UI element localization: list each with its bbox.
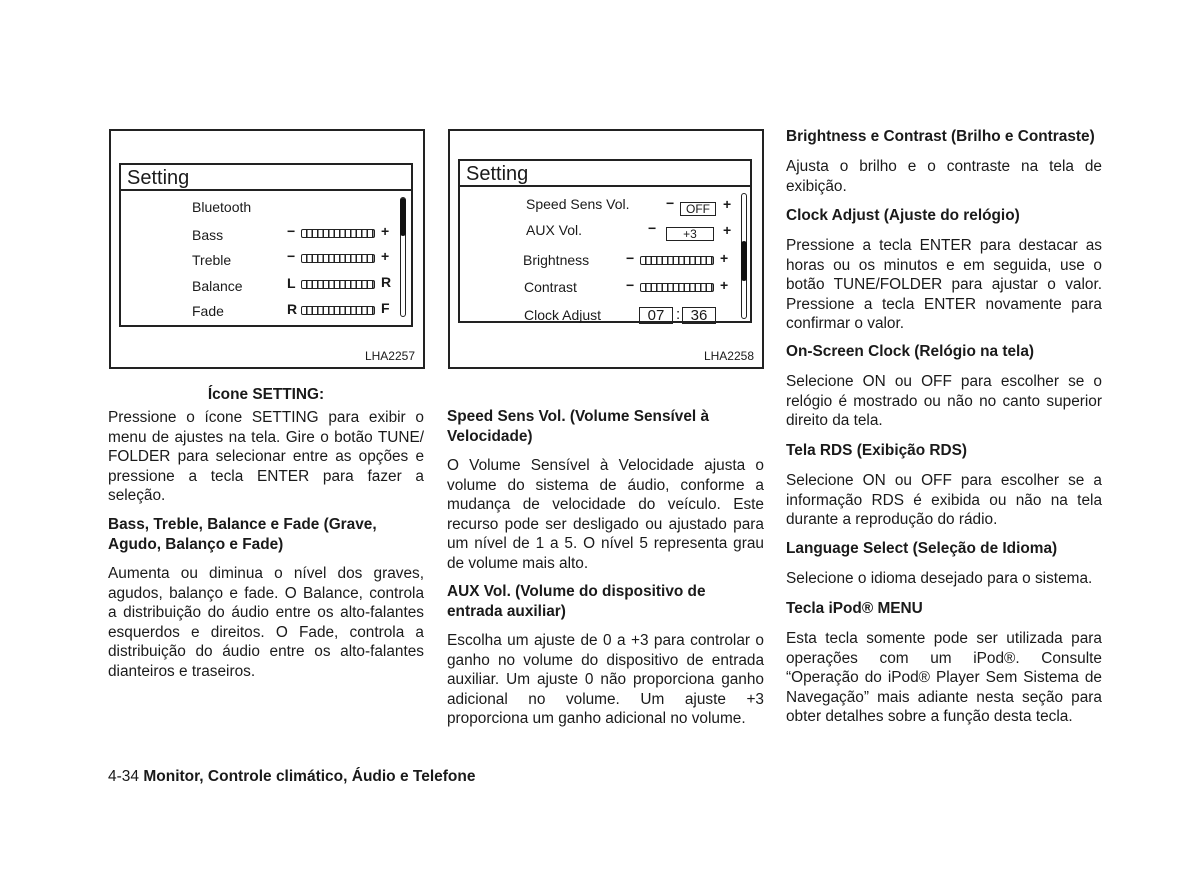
paragraph-language: Selecione o idioma desejado para o sistema. [786,570,1093,587]
fade-rear: R [287,301,298,317]
paragraph-speed-sens: O Volume Sensível à Velocidade ajusta o volume do sistema de áudio, conforme a mudança de velocidade do veículo. Este recurso pode ser desligado ou ajustado para um nível de 1 a 5. O nível 5 representa grau de volume mais alto. [447,457,764,572]
row-treble: Treble [192,252,232,268]
bass-slider [301,229,375,238]
row-bluetooth: Bluetooth [192,199,252,215]
section-heading-language: Language Select (Seleção de Idioma) [786,540,1058,557]
screen-title: Setting [121,165,411,191]
section-heading-aux-vol: AUX Vol. (Volume do dispositivo de entrada auxiliar) [447,583,706,620]
paragraph-bass-treble: Aumenta ou diminua o nível dos graves, agudos, balanço e fade. O Balance, controla a distribuição do áudio entre os alto-falantes esquerdos e direitos. O Fade, controla a distribuição do áudio entre os alto-falantes dianteiros e traseiros. [108,565,424,680]
paragraph-brightness-contrast: Ajusta o brilho e o contraste na tela de exibição. [786,158,1102,195]
contrast-slider [640,283,714,292]
screen-title: Setting [460,161,750,187]
fade-front: F [381,300,390,316]
brightness-slider [640,256,714,265]
speed-plus: + [723,196,732,212]
balance-left: L [287,275,296,291]
row-aux-vol: AUX Vol. [526,222,583,238]
treble-minus: − [287,248,296,264]
paragraph-ipod-menu: Esta tecla somente pode ser utilizada para operações com um iPod®. Consulte “Operação do iPod® Player Sem Sistema de Navegação” mais adiante nesta seção para obter detalhes sobre a função desta tecla. [786,630,1102,725]
page-footer [108,768,475,786]
aux-minus: − [648,220,657,236]
row-brightness: Brightness [523,252,590,268]
scrollbar-thumb [741,241,747,281]
paragraph-aux-vol: Escolha um ajuste de 0 a +3 para controlar o ganho no volume do dispositivo de entrada auxiliar. Um ajuste 0 não proporciona ganho adicional no volume. Um ajuste +3 proporciona um ganho adicional no volume. [447,632,764,727]
page-number: 4-34 [108,768,140,785]
treble-slider [301,254,375,263]
brightness-minus: − [626,250,635,266]
balance-slider [301,280,375,289]
figure-code: LHA2257 [364,349,415,363]
section-heading-bass-treble: Bass, Treble, Balance e Fade (Grave, Agudo, Balanço e Fade) [108,516,377,553]
section-heading-setting-icon: Ícone SETTING: [207,386,325,403]
figure-setting-display [448,129,764,369]
section-heading-ipod-menu: Tecla iPod® MENU [786,600,923,617]
row-speed-sens-vol: Speed Sens Vol. [526,196,630,212]
chapter-title: Monitor, Controle climático, Áudio e Telefone [143,768,476,785]
fade-slider [301,306,375,315]
balance-right: R [381,274,392,290]
row-balance: Balance [192,278,243,294]
figure-setting-audio [109,129,425,369]
section-heading-on-screen-clock: On-Screen Clock (Relógio na tela) [786,343,1035,360]
paragraph-setting-icon: Pressione o ícone SETTING para exibir o menu de ajustes na tela. Gire o botão TUNE/ FOLDER para selecionar entre as opções e pressione a tecla ENTER para fazer a seleção. [108,409,424,504]
row-fade: Fade [192,303,224,319]
row-bass: Bass [192,227,224,243]
section-heading-brightness-contrast: Brightness e Contrast (Brilho e Contraste) [786,128,1095,145]
section-heading-rds: Tela RDS (Exibição RDS) [786,442,968,459]
brightness-plus: + [720,250,729,266]
clock-hours-box: 07 [639,307,673,324]
aux-plus: + [723,222,732,238]
paragraph-clock-adjust: Pressione a tecla ENTER para destacar as horas ou os minutos e em seguida, use o botão TUNE/FOLDER para ajustar o valor. Pressione a tecla ENTER novamente para confirmar o valor. [786,237,1102,332]
scrollbar-thumb [400,198,406,236]
setting-screen [119,163,413,327]
section-heading-clock-adjust: Clock Adjust (Ajuste do relógio) [786,207,1020,224]
row-clock-adjust: Clock Adjust [524,307,602,323]
speed-minus: − [666,195,675,211]
paragraph-rds: Selecione ON ou OFF para escolher se a informação RDS é exibida ou não na tela durante a reprodução do rádio. [786,472,1102,528]
bass-minus: − [287,223,296,239]
speed-value-box: OFF [680,202,716,216]
paragraph-on-screen-clock: Selecione ON ou OFF para escolher se o relógio é mostrado ou não no canto superior direito da tela. [786,373,1102,429]
clock-separator: : [676,306,681,323]
treble-plus: + [381,248,390,264]
contrast-minus: − [626,277,635,293]
row-contrast: Contrast [524,279,577,295]
aux-value-box: +3 [666,227,714,241]
bass-plus: + [381,223,390,239]
figure-code: LHA2258 [703,349,754,363]
section-heading-speed-sens: Speed Sens Vol. (Volume Sensível à Velocidade) [447,408,710,445]
setting-screen [458,159,752,323]
clock-minutes-box: 36 [682,307,716,324]
contrast-plus: + [720,277,729,293]
